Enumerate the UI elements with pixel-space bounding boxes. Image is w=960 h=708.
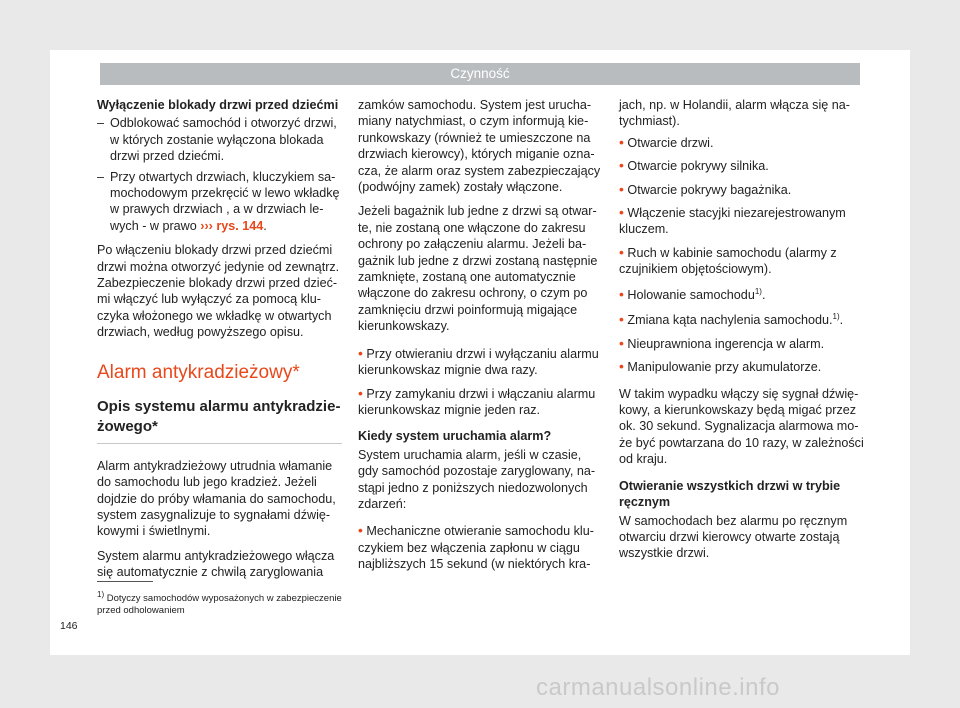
bullet-text: Otwarcie drzwi. [627,135,714,150]
reference-arrow-icon: ››› [200,218,213,233]
paragraph: System alarmu antykradzieżowego włącza się automatycznie z chwilą zaryglowania [97,548,335,580]
step-item [97,169,345,235]
bullet-icon: • [619,311,624,328]
bullet-text-end: . [839,313,844,328]
footnote-marker: 1) [97,590,105,599]
bullet-icon: • [358,522,363,539]
bullet-item [619,284,864,304]
bullet-item [619,335,864,352]
bullet-text: Otwarcie pokrywy silnika. [627,159,769,174]
bullet-icon: • [358,344,363,361]
bullet-item [619,181,864,198]
bullet-icon: • [619,334,624,351]
page-number: 146 [60,620,78,632]
bullet-text: Nieuprawniona ingerencja w alarm. [627,336,825,351]
footnote-text: Dotyczy samochodów wyposażonych w zabezpieczenie przed odholowaniem [97,593,342,616]
bullet-icon: • [358,384,363,401]
divider [97,443,342,444]
bullet-item [358,345,603,379]
bullet-item [619,309,864,329]
bullet-item [619,244,864,278]
bullet-icon: • [619,243,624,260]
bullet-text: Manipulowanie przy akumulatorze. [627,360,822,375]
bullet-text: Przy otwieraniu drzwi i wyłączaniu alarmu kierunkowskaz mignie dwa razy. [358,346,599,378]
column-2 [358,97,603,579]
footnote-divider [97,581,153,582]
step-item [97,115,345,164]
bullet-icon: • [619,204,624,221]
watermark: carmanualsonline.info [536,674,780,701]
bullet-item [619,157,864,174]
paragraph: zamków samochodu. System jest uruchamiany natychmiast, o czym informują kierunkowskazy (również te umieszczone na drzwiach kierowcy), których miganie oznacza, że alarm oraz system zabezpieczający (podwójny zamek) zostały włączone. [358,98,601,195]
paragraph: jach, np. w Holandii, alarm włącza się natychmiast). [619,98,850,129]
bullet-text: Mechaniczne otwieranie samochodu kluczykiem bez włączenia zapłonu w ciągu najbliższych 15 sekund (w niektórych kra- [358,524,594,572]
paragraph: Po włączeniu blokady drzwi przed dziećmi drzwi można otworzyć jedynie od zewnątrz. Zabezpieczenie blokady drzwi przed dziećmi włączyć lub wyłączyć za pomocą kluczyka włożonego we wkładkę w otwartych drzwiach, według powyższego opisu. [97,243,340,340]
bullet-text-end: . [761,287,766,302]
bullet-icon: • [619,157,624,174]
bullet-text: Otwarcie pokrywy bagażnika. [627,182,792,197]
column-3 [619,97,864,570]
heading-alarm-trigger: Kiedy system uruchamia alarm? [358,429,552,444]
bullet-text: Włączenie stacyjki niezarejestrowanym kluczem. [619,206,846,237]
footnote-ref: 1) [832,312,840,322]
step-text-end: . [263,218,267,233]
subsection-title: Opis systemu alarmu antykradzieżowego* [97,397,341,435]
paragraph: W takim wypadku włączy się sygnał dźwiękowy, a kierunkowskazy będą migać przez ok. 30 sekund. Sygnalizacja alarmowa może być powtarzana do 10 razy, w zależności od kraju. [619,386,864,467]
bullet-icon: • [619,180,624,197]
bullet-text: Zmiana kąta nachylenia samochodu. [627,313,833,328]
bullet-item [619,204,864,238]
bullet-text: Przy zamykaniu drzwi i włączaniu alarmu kierunkowskaz mignie jeden raz. [358,386,596,417]
bullet-text: Ruch w kabinie samochodu (alarmy z czujnikiem objętościowym). [619,245,837,277]
footnote-ref: 1) [754,286,762,296]
heading-manual-unlock: Otwieranie wszystkich drzwi w trybie ręcznym [619,478,841,510]
figure-reference-link[interactable]: rys. 144 [216,218,264,233]
bullet-item [619,358,864,375]
paragraph: System uruchamia alarm, jeśli w czasie, gdy samochód pozostaje zaryglowany, nastąpi jedno z poniższych niedozwolonych zdarzeń: [358,447,596,511]
bullet-icon: • [619,358,624,375]
dash-marker: – [97,169,105,184]
bullet-item [358,522,603,572]
bullet-icon: • [619,285,624,302]
section-header: Czynność [100,63,860,85]
dash-marker: – [97,116,105,131]
bullet-item [619,134,864,151]
paragraph: Alarm antykradzieżowy utrudnia włamanie do samochodu lub jego kradzież. Jeżeli dojdzie do próby włamania do samochodu, system zasygnalizuje to sygnałami dźwiękowymi i świetlnymi. [97,458,336,539]
footnote [97,589,347,616]
step-text: Przy otwartych drzwiach, kluczykiem samochodowym przekręcić w lewo wkładkę w prawych drzwiach , a w drzwiach lewych - w prawo [110,169,340,233]
column-1 [97,97,345,589]
paragraph: W samochodach bez alarmu po ręcznym otwarciu drzwi kierowcy otwarte zostają wszystkie drzwi. [619,513,848,561]
paragraph: Jeżeli bagażnik lub jedne z drzwi są otwarte, nie zostaną one włączone do zakresu ochrony po załączeniu alarmu. Jeżeli bagażnik lub jedne z drzwi zostaną następnie zamknięte, zostaną one automatycznie włączone do zakresu ochrony, o czym po zamknięciu drzwi poinformują migające kierunkowskazy. [358,204,598,334]
heading-child-lock-off: Wyłączenie blokady drzwi przed dziećmi [97,98,339,112]
bullet-icon: • [619,133,624,150]
section-title: Alarm antykradzieżowy* [97,361,300,383]
step-text: Odblokować samochód i otworzyć drzwi, w których zostanie wyłączona blokada drzwi przed dziećmi. [110,116,337,164]
bullet-text: Holowanie samochodu [627,287,755,302]
bullet-item [358,385,603,419]
